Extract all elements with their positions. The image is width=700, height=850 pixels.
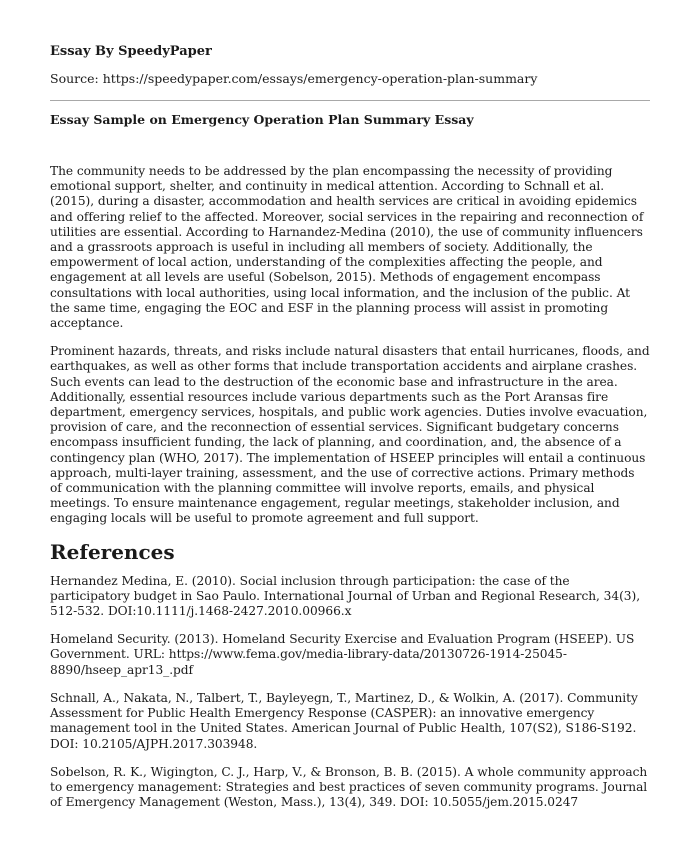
source-line: Source: https://speedypaper.com/essays/emergency-operation-plan-summary [50, 71, 538, 86]
header-divider [50, 100, 650, 101]
essay-title: Essay Sample on Emergency Operation Plan Summary Essay [50, 112, 474, 127]
essay-body [50, 164, 650, 527]
brand-title: Essay By SpeedyPaper [50, 44, 212, 59]
essay-paragraph: Prominent hazards, threats, and risks include natural disasters that entail hurricanes, floods, and earthquakes, as well as other forms that include transportation accidents and airplane crashes. Such events can lead to the destruction of the economic base and infrastructure in the area. Additionally, essential resources include various departments such as the Port Aransas fire department, emergency services, hospitals, and public work agencies. Duties involve evacuation, provision of care, and the reconnection of essential services. Significant budgetary concerns encompass insufficient funding, the lack of planning, and coordination, and, the absence of a contingency plan (WHO, 2017). The implementation of HSEEP principles will entail a continuous approach, multi-layer training, assessment, and the use of corrective actions. Primary methods of communication with the planning committee will involve reports, emails, and physical meetings. To ensure maintenance engagement, regular meetings, stakeholder inclusion, and engaging locals will be useful to promote agreement and full support. [50, 344, 650, 526]
essay-paragraph: The community needs to be addressed by the plan encompassing the necessity of providing emotional support, shelter, and continuity in medical attention. According to Schnall et al. (2015), during a disaster, accommodation and health services are critical in avoiding epidemics and offering relief to the affected. Moreover, social services in the repairing and reconnection of utilities are essential. According to Harnandez-Medina (2010), the use of community influencers and a grassroots approach is useful in including all members of society. Additionally, the empowerment of local action, understanding of the complexities affecting the people, and engagement at all levels are useful (Sobelson, 2015). Methods of engagement encompass consultations with local authorities, using local information, and the inclusion of the public. At the same time, engaging the EOC and ESF in the planning process will assist in promoting acceptance. [50, 164, 644, 331]
reference-item: Hernandez Medina, E. (2010). Social inclusion through participation: the case of the participatory budget in Sao Paulo. International Journal of Urban and Regional Research, 34(3), 512-532. DOI:10.1111/j.1468-2427.2010.00966.x [50, 573, 641, 619]
references-list [50, 574, 650, 811]
reference-item: Sobelson, R. K., Wigington, C. J., Harp, V., & Bronson, B. B. (2015). A whole community approach to emergency management: Strategies and best practices of seven community programs. Journal of Emergency Management (Weston, Mass.), 13(4), 349. DOI: 10.5055/jem.2015.0247 [50, 764, 648, 810]
reference-item: Homeland Security. (2013). Homeland Security Exercise and Evaluation Program (HSEEP). US Government. URL: https://www.fema.gov/media-library-data/20130726-1914-25045-8890/hseep_apr13_.pdf [50, 632, 635, 677]
document-page [50, 44, 650, 823]
reference-item: Schnall, A., Nakata, N., Talbert, T., Bayleyegn, T., Martinez, D., & Wolkin, A. (2017). Community Assessment for Public Health Emergency Response (CASPER): an innovative emergency management tool in the United States. American Journal of Public Health, 107(S2), S186-S192. DOI: 10.2105/AJPH.2017.303948. [50, 690, 638, 751]
references-heading: References [50, 539, 175, 564]
